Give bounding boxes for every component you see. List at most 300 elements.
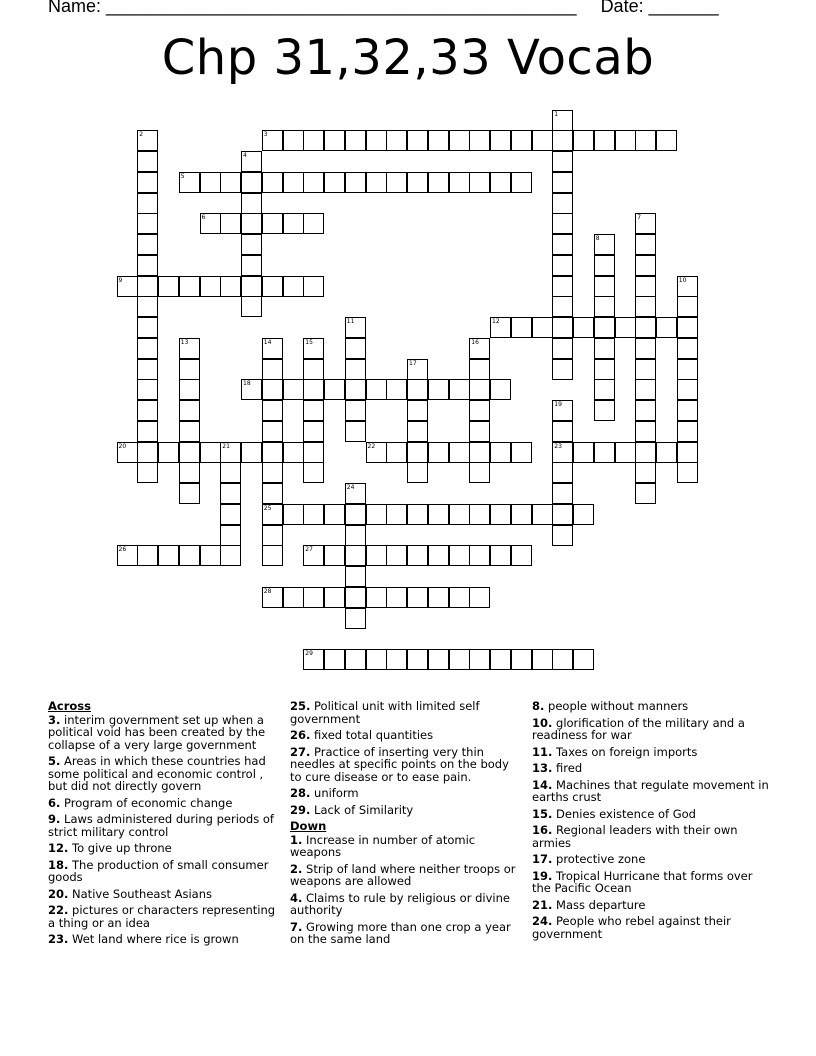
clue-item-text: uniform bbox=[310, 786, 359, 800]
grid-cell[interactable] bbox=[137, 151, 158, 172]
grid-cell[interactable] bbox=[303, 545, 324, 566]
grid-cell[interactable] bbox=[469, 545, 490, 566]
grid-cell[interactable] bbox=[677, 276, 698, 297]
grid-cell[interactable] bbox=[615, 317, 636, 338]
grid-cell[interactable] bbox=[137, 213, 158, 234]
grid-cell[interactable] bbox=[490, 172, 511, 193]
clue-item-number: 24. bbox=[532, 914, 553, 928]
grid-cell[interactable] bbox=[677, 296, 698, 317]
grid-cell[interactable] bbox=[158, 545, 179, 566]
grid-cell[interactable] bbox=[490, 649, 511, 670]
grid-cell[interactable] bbox=[532, 317, 553, 338]
grid-cell[interactable] bbox=[283, 442, 304, 463]
grid-cell[interactable] bbox=[137, 130, 158, 151]
grid-cell[interactable] bbox=[552, 172, 573, 193]
grid-cell[interactable] bbox=[262, 462, 283, 483]
grid-cell[interactable] bbox=[137, 255, 158, 276]
grid-cell[interactable] bbox=[262, 504, 283, 525]
grid-cell[interactable] bbox=[137, 234, 158, 255]
grid-cell[interactable] bbox=[635, 359, 656, 380]
grid-cell[interactable] bbox=[283, 276, 304, 297]
grid-cell[interactable] bbox=[615, 442, 636, 463]
grid-cell[interactable] bbox=[594, 255, 615, 276]
grid-cell[interactable] bbox=[303, 462, 324, 483]
grid-cell[interactable] bbox=[490, 379, 511, 400]
grid-cell[interactable] bbox=[552, 483, 573, 504]
grid-cell[interactable] bbox=[469, 587, 490, 608]
clue-item-text: Growing more than one crop a year on the same land bbox=[290, 919, 511, 946]
grid-cell[interactable] bbox=[428, 649, 449, 670]
grid-cell[interactable] bbox=[428, 442, 449, 463]
clue-number: 2 bbox=[139, 131, 144, 139]
clue-item-number: 8. bbox=[532, 699, 545, 713]
grid-cell[interactable] bbox=[303, 379, 324, 400]
grid-cell[interactable] bbox=[552, 442, 573, 463]
grid-cell[interactable] bbox=[407, 587, 428, 608]
grid-cell[interactable] bbox=[262, 545, 283, 566]
grid-cell[interactable] bbox=[532, 504, 553, 525]
clue-item bbox=[48, 904, 276, 929]
grid-cell[interactable] bbox=[345, 608, 366, 629]
grid-cell[interactable] bbox=[552, 462, 573, 483]
grid-cell[interactable] bbox=[366, 130, 387, 151]
clue-item bbox=[290, 787, 520, 800]
grid-cell[interactable] bbox=[303, 338, 324, 359]
grid-cell[interactable] bbox=[552, 504, 573, 525]
grid-cell[interactable] bbox=[573, 504, 594, 525]
grid-cell[interactable] bbox=[324, 379, 345, 400]
grid-cell[interactable] bbox=[345, 545, 366, 566]
grid-cell[interactable] bbox=[594, 130, 615, 151]
clue-item bbox=[532, 870, 770, 895]
grid-cell[interactable] bbox=[366, 442, 387, 463]
date-field[interactable]: Date: _______ bbox=[600, 0, 719, 16]
grid-cell[interactable] bbox=[345, 649, 366, 670]
grid-cell[interactable] bbox=[137, 296, 158, 317]
grid-cell[interactable] bbox=[283, 172, 304, 193]
grid-cell[interactable] bbox=[345, 379, 366, 400]
grid-cell[interactable] bbox=[573, 317, 594, 338]
grid-cell[interactable] bbox=[428, 379, 449, 400]
grid-cell[interactable] bbox=[677, 421, 698, 442]
grid-cell[interactable] bbox=[345, 587, 366, 608]
grid-cell[interactable] bbox=[262, 172, 283, 193]
grid-cell[interactable] bbox=[324, 545, 345, 566]
grid-cell[interactable] bbox=[262, 213, 283, 234]
name-field[interactable]: Name: _______________________________________________ bbox=[48, 0, 577, 16]
grid-cell[interactable] bbox=[241, 276, 262, 297]
grid-cell[interactable] bbox=[532, 649, 553, 670]
grid-cell[interactable] bbox=[449, 130, 470, 151]
grid-cell[interactable] bbox=[490, 442, 511, 463]
grid-cell[interactable] bbox=[511, 172, 532, 193]
grid-cell[interactable] bbox=[635, 442, 656, 463]
grid-cell[interactable] bbox=[366, 379, 387, 400]
grid-cell[interactable] bbox=[469, 649, 490, 670]
grid-cell[interactable] bbox=[324, 130, 345, 151]
grid-cell[interactable] bbox=[469, 462, 490, 483]
grid-cell[interactable] bbox=[594, 379, 615, 400]
grid-cell[interactable] bbox=[552, 255, 573, 276]
grid-cell[interactable] bbox=[407, 504, 428, 525]
grid-cell[interactable] bbox=[552, 338, 573, 359]
grid-cell[interactable] bbox=[345, 525, 366, 546]
grid-cell[interactable] bbox=[179, 359, 200, 380]
grid-cell[interactable] bbox=[324, 172, 345, 193]
grid-cell[interactable] bbox=[241, 234, 262, 255]
grid-cell[interactable] bbox=[407, 172, 428, 193]
grid-cell[interactable] bbox=[490, 545, 511, 566]
grid-cell[interactable] bbox=[511, 317, 532, 338]
clue-item-text: Strip of land where neither troops or weapons are allowed bbox=[290, 861, 516, 888]
grid-cell[interactable] bbox=[635, 213, 656, 234]
grid-cell[interactable] bbox=[469, 504, 490, 525]
clue-item-number: 14. bbox=[532, 777, 553, 792]
grid-cell[interactable] bbox=[283, 504, 304, 525]
grid-cell[interactable] bbox=[677, 379, 698, 400]
clue-item-number: 5. bbox=[48, 754, 61, 768]
grid-cell[interactable] bbox=[386, 587, 407, 608]
grid-cell[interactable] bbox=[490, 504, 511, 525]
down-heading: Down bbox=[290, 819, 327, 833]
grid-cell[interactable] bbox=[407, 421, 428, 442]
grid-cell[interactable] bbox=[345, 504, 366, 525]
grid-cell[interactable] bbox=[137, 317, 158, 338]
grid-cell[interactable] bbox=[179, 442, 200, 463]
clue-item-number: 18. bbox=[48, 857, 69, 872]
grid-cell[interactable] bbox=[407, 359, 428, 380]
grid-cell[interactable] bbox=[220, 525, 241, 546]
grid-cell[interactable] bbox=[449, 379, 470, 400]
grid-cell[interactable] bbox=[220, 483, 241, 504]
grid-cell[interactable] bbox=[552, 359, 573, 380]
grid-cell[interactable] bbox=[552, 234, 573, 255]
clue-number: 15 bbox=[305, 338, 313, 346]
grid-cell[interactable] bbox=[552, 296, 573, 317]
grid-cell[interactable] bbox=[220, 213, 241, 234]
grid-cell[interactable] bbox=[469, 172, 490, 193]
grid-cell[interactable] bbox=[241, 172, 262, 193]
grid-cell[interactable] bbox=[303, 359, 324, 380]
grid-cell[interactable] bbox=[552, 110, 573, 131]
grid-cell[interactable] bbox=[241, 193, 262, 214]
grid-cell[interactable] bbox=[241, 296, 262, 317]
grid-cell[interactable] bbox=[200, 442, 221, 463]
grid-cell[interactable] bbox=[117, 545, 138, 566]
grid-cell[interactable] bbox=[179, 421, 200, 442]
grid-cell[interactable] bbox=[594, 359, 615, 380]
grid-cell[interactable] bbox=[677, 359, 698, 380]
grid-cell[interactable] bbox=[428, 545, 449, 566]
grid-cell[interactable] bbox=[283, 130, 304, 151]
grid-cell[interactable] bbox=[220, 172, 241, 193]
grid-cell[interactable] bbox=[283, 379, 304, 400]
grid-cell[interactable] bbox=[428, 130, 449, 151]
clue-item bbox=[532, 808, 770, 821]
grid-cell[interactable] bbox=[345, 359, 366, 380]
grid-cell[interactable] bbox=[449, 545, 470, 566]
grid-cell[interactable] bbox=[158, 442, 179, 463]
grid-cell[interactable] bbox=[552, 400, 573, 421]
grid-cell[interactable] bbox=[345, 421, 366, 442]
grid-cell[interactable] bbox=[552, 276, 573, 297]
grid-cell[interactable] bbox=[677, 400, 698, 421]
clue-item-number: 28. bbox=[290, 786, 311, 800]
grid-cell[interactable] bbox=[179, 172, 200, 193]
grid-cell[interactable] bbox=[449, 587, 470, 608]
grid-cell[interactable] bbox=[511, 649, 532, 670]
grid-cell[interactable] bbox=[345, 400, 366, 421]
grid-cell[interactable] bbox=[345, 172, 366, 193]
grid-cell[interactable] bbox=[179, 379, 200, 400]
grid-cell[interactable] bbox=[179, 338, 200, 359]
grid-cell[interactable] bbox=[117, 442, 138, 463]
grid-cell[interactable] bbox=[407, 462, 428, 483]
grid-cell[interactable] bbox=[552, 421, 573, 442]
grid-cell[interactable] bbox=[345, 483, 366, 504]
grid-cell[interactable] bbox=[366, 545, 387, 566]
grid-cell[interactable] bbox=[262, 525, 283, 546]
grid-cell[interactable] bbox=[552, 213, 573, 234]
grid-cell[interactable] bbox=[449, 504, 470, 525]
grid-cell[interactable] bbox=[241, 379, 262, 400]
grid-cell[interactable] bbox=[635, 483, 656, 504]
grid-cell[interactable] bbox=[594, 296, 615, 317]
grid-cell[interactable] bbox=[635, 338, 656, 359]
grid-cell[interactable] bbox=[137, 338, 158, 359]
grid-cell[interactable] bbox=[303, 400, 324, 421]
grid-cell[interactable] bbox=[407, 545, 428, 566]
grid-cell[interactable] bbox=[594, 338, 615, 359]
grid-cell[interactable] bbox=[262, 421, 283, 442]
clue-item-number: 19. bbox=[532, 868, 553, 883]
grid-cell[interactable] bbox=[137, 379, 158, 400]
grid-cell[interactable] bbox=[386, 130, 407, 151]
grid-cell[interactable] bbox=[677, 462, 698, 483]
grid-cell[interactable] bbox=[137, 276, 158, 297]
grid-cell[interactable] bbox=[262, 359, 283, 380]
grid-cell[interactable] bbox=[324, 587, 345, 608]
grid-cell[interactable] bbox=[449, 172, 470, 193]
across-heading: Across bbox=[48, 699, 91, 713]
grid-cell[interactable] bbox=[552, 193, 573, 214]
clue-number: 22 bbox=[367, 442, 376, 450]
grid-cell[interactable] bbox=[407, 442, 428, 463]
grid-cell[interactable] bbox=[345, 338, 366, 359]
grid-cell[interactable] bbox=[407, 130, 428, 151]
grid-cell[interactable] bbox=[635, 317, 656, 338]
grid-cell[interactable] bbox=[366, 649, 387, 670]
grid-cell[interactable] bbox=[303, 649, 324, 670]
grid-cell[interactable] bbox=[283, 587, 304, 608]
grid-cell[interactable] bbox=[303, 172, 324, 193]
grid-cell[interactable] bbox=[324, 504, 345, 525]
grid-cell[interactable] bbox=[594, 317, 615, 338]
grid-cell[interactable] bbox=[635, 421, 656, 442]
grid-cell[interactable] bbox=[594, 400, 615, 421]
grid-cell[interactable] bbox=[635, 462, 656, 483]
grid-cell[interactable] bbox=[552, 317, 573, 338]
grid-cell[interactable] bbox=[179, 276, 200, 297]
grid-cell[interactable] bbox=[303, 587, 324, 608]
grid-cell[interactable] bbox=[179, 483, 200, 504]
grid-cell[interactable] bbox=[303, 213, 324, 234]
grid-cell[interactable] bbox=[137, 172, 158, 193]
grid-cell[interactable] bbox=[428, 504, 449, 525]
grid-cell[interactable] bbox=[677, 338, 698, 359]
grid-cell[interactable] bbox=[303, 504, 324, 525]
clue-item-text: Tropical Hurricane that forms over the Pacific Ocean bbox=[532, 868, 753, 895]
grid-cell[interactable] bbox=[511, 504, 532, 525]
clue-item-number: 25. bbox=[290, 699, 311, 713]
grid-cell[interactable] bbox=[303, 421, 324, 442]
grid-cell[interactable] bbox=[635, 255, 656, 276]
clue-item bbox=[48, 755, 276, 793]
grid-cell[interactable] bbox=[386, 545, 407, 566]
grid-cell[interactable] bbox=[200, 276, 221, 297]
grid-cell[interactable] bbox=[469, 130, 490, 151]
grid-cell[interactable] bbox=[656, 442, 677, 463]
grid-cell[interactable] bbox=[677, 442, 698, 463]
grid-cell[interactable] bbox=[324, 649, 345, 670]
grid-cell[interactable] bbox=[220, 545, 241, 566]
grid-cell[interactable] bbox=[200, 545, 221, 566]
grid-cell[interactable] bbox=[656, 317, 677, 338]
grid-cell[interactable] bbox=[635, 296, 656, 317]
grid-cell[interactable] bbox=[490, 317, 511, 338]
grid-cell[interactable] bbox=[469, 421, 490, 442]
grid-cell[interactable] bbox=[262, 276, 283, 297]
grid-cell[interactable] bbox=[262, 442, 283, 463]
grid-cell[interactable] bbox=[449, 649, 470, 670]
grid-cell[interactable] bbox=[511, 442, 532, 463]
grid-cell[interactable] bbox=[366, 504, 387, 525]
grid-cell[interactable] bbox=[200, 213, 221, 234]
grid-cell[interactable] bbox=[220, 276, 241, 297]
grid-cell[interactable] bbox=[469, 400, 490, 421]
grid-cell[interactable] bbox=[532, 130, 553, 151]
grid-cell[interactable] bbox=[137, 193, 158, 214]
clue-item-number: 6. bbox=[48, 795, 61, 810]
clue-item-number: 7. bbox=[290, 919, 303, 934]
grid-cell[interactable] bbox=[179, 545, 200, 566]
grid-cell[interactable] bbox=[594, 276, 615, 297]
clue-item-text: Areas in which these countries had some political and economic control , but did not directly govern bbox=[48, 754, 266, 793]
grid-cell[interactable] bbox=[469, 338, 490, 359]
grid-cell[interactable] bbox=[635, 130, 656, 151]
grid-cell[interactable] bbox=[117, 276, 138, 297]
clue-number: 18 bbox=[243, 380, 251, 388]
grid-cell[interactable] bbox=[220, 462, 241, 483]
clue-item-number: 3. bbox=[48, 712, 61, 727]
grid-cell[interactable] bbox=[386, 172, 407, 193]
grid-cell[interactable] bbox=[241, 442, 262, 463]
grid-cell[interactable] bbox=[552, 649, 573, 670]
grid-cell[interactable] bbox=[262, 338, 283, 359]
grid-cell[interactable] bbox=[345, 566, 366, 587]
grid-cell[interactable] bbox=[407, 400, 428, 421]
grid-cell[interactable] bbox=[303, 130, 324, 151]
grid-cell[interactable] bbox=[469, 442, 490, 463]
grid-cell[interactable] bbox=[635, 379, 656, 400]
grid-cell[interactable] bbox=[137, 359, 158, 380]
grid-cell[interactable] bbox=[677, 317, 698, 338]
grid-cell[interactable] bbox=[594, 442, 615, 463]
grid-cell[interactable] bbox=[635, 234, 656, 255]
grid-cell[interactable] bbox=[428, 172, 449, 193]
grid-cell[interactable] bbox=[366, 172, 387, 193]
grid-cell[interactable] bbox=[635, 400, 656, 421]
grid-cell[interactable] bbox=[303, 276, 324, 297]
grid-cell[interactable] bbox=[490, 130, 511, 151]
grid-cell[interactable] bbox=[366, 587, 387, 608]
grid-cell[interactable] bbox=[573, 649, 594, 670]
grid-cell[interactable] bbox=[220, 442, 241, 463]
clue-item bbox=[290, 804, 520, 817]
grid-cell[interactable] bbox=[386, 379, 407, 400]
grid-cell[interactable] bbox=[262, 130, 283, 151]
grid-cell[interactable] bbox=[573, 442, 594, 463]
grid-cell[interactable] bbox=[262, 483, 283, 504]
grid-cell[interactable] bbox=[469, 359, 490, 380]
grid-cell[interactable] bbox=[137, 421, 158, 442]
grid-cell[interactable] bbox=[511, 130, 532, 151]
grid-cell[interactable] bbox=[345, 130, 366, 151]
grid-cell[interactable] bbox=[303, 442, 324, 463]
grid-cell[interactable] bbox=[469, 379, 490, 400]
grid-cell[interactable] bbox=[594, 234, 615, 255]
grid-cell[interactable] bbox=[573, 130, 594, 151]
grid-cell[interactable] bbox=[449, 442, 470, 463]
grid-cell[interactable] bbox=[283, 213, 304, 234]
grid-cell[interactable] bbox=[158, 276, 179, 297]
grid-cell[interactable] bbox=[386, 442, 407, 463]
grid-cell[interactable] bbox=[179, 400, 200, 421]
grid-cell[interactable] bbox=[552, 151, 573, 172]
grid-cell[interactable] bbox=[552, 130, 573, 151]
grid-cell[interactable] bbox=[635, 276, 656, 297]
clue-item-number: 15. bbox=[532, 806, 553, 821]
grid-cell[interactable] bbox=[407, 379, 428, 400]
clue-item-text: Increase in number of atomic weapons bbox=[290, 832, 476, 859]
grid-cell[interactable] bbox=[386, 649, 407, 670]
grid-cell[interactable] bbox=[428, 587, 449, 608]
grid-cell[interactable] bbox=[552, 525, 573, 546]
grid-cell[interactable] bbox=[656, 130, 677, 151]
grid-cell[interactable] bbox=[220, 504, 241, 525]
clue-number: 29 bbox=[305, 650, 313, 657]
clue-item bbox=[48, 714, 276, 752]
grid-cell[interactable] bbox=[407, 649, 428, 670]
grid-cell[interactable] bbox=[615, 130, 636, 151]
grid-cell[interactable] bbox=[386, 504, 407, 525]
grid-cell[interactable] bbox=[241, 255, 262, 276]
grid-cell[interactable] bbox=[262, 379, 283, 400]
grid-cell[interactable] bbox=[241, 213, 262, 234]
grid-cell[interactable] bbox=[137, 462, 158, 483]
grid-cell[interactable] bbox=[137, 545, 158, 566]
grid-cell[interactable] bbox=[200, 172, 221, 193]
grid-cell[interactable] bbox=[137, 400, 158, 421]
grid-cell[interactable] bbox=[262, 587, 283, 608]
clue-item-text: Lack of Similarity bbox=[310, 802, 414, 817]
grid-cell[interactable] bbox=[511, 545, 532, 566]
grid-cell[interactable] bbox=[137, 442, 158, 463]
grid-cell[interactable] bbox=[262, 400, 283, 421]
grid-cell[interactable] bbox=[345, 317, 366, 338]
grid-cell[interactable] bbox=[179, 462, 200, 483]
grid-cell[interactable] bbox=[241, 151, 262, 172]
